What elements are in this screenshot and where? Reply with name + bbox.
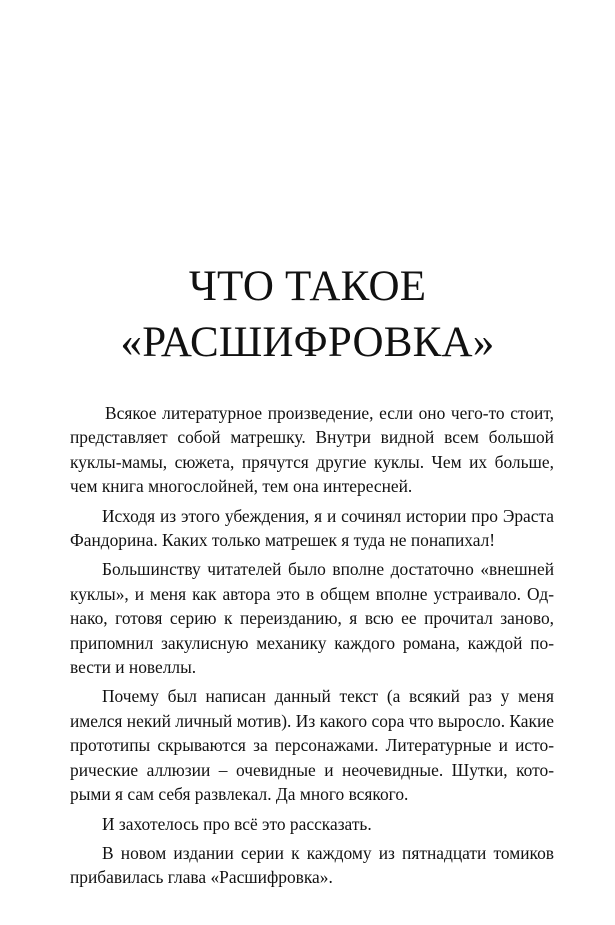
chapter-title-line-1: ЧТО ТАКОЕ (188, 263, 427, 310)
paragraph-4: Почему был написан данный текст (а всякий раз у меня имелся некий личный мотив). Из какого сора что выросло. Какие прототипы скрываются за персонажами. Литературные и исторические аллюзии – очевидные и неочевидные. Шутки, которыми я сам себя развлекал. Да много всякого. (70, 686, 554, 805)
body-text (70, 401, 554, 895)
chapter-title-line-2: «РАСШИФРОВКА» (120, 319, 495, 366)
paragraph-2: Исходя из этого убеждения, я и сочинял истории про Эраста Фандорина. Каких только матрешек я туда не понапихал! (70, 505, 554, 551)
paragraph-1: Всякое литературное произведение, если оно чего-то стоит, представляет собой матрешку. Внутри видной всем большой куклы-мамы, сюжета, прячутся другие куклы. Чем их больше, чем книга многослойней, тем она интересней. (70, 403, 554, 497)
paragraph-3: Большинству читателей было вполне достаточно «внешней куклы», и меня как автора это в общем вполне устраивало. Однако, готовя серию к переизданию, я всю ее прочитал заново, припомнил закулисную механику каждого романа, каждой повести и новеллы. (70, 559, 554, 678)
paragraph-5: И захотелось про всё это рассказать. (102, 813, 372, 834)
paragraph-6: В новом издании серии к каждому из пятнадцати томиков прибавилась глава «Расшифровка». (70, 842, 554, 888)
